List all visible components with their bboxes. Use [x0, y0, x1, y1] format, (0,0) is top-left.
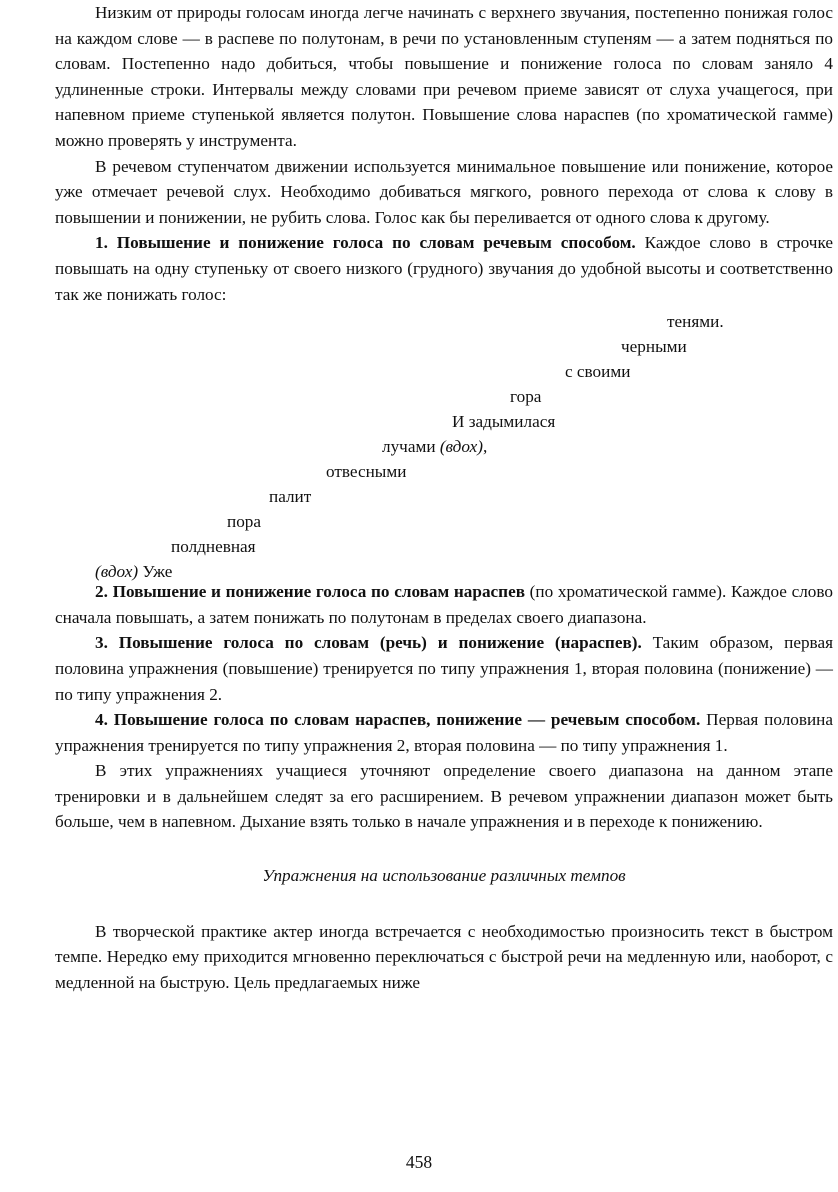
ladder-word-3: с своими: [565, 362, 631, 382]
ladder-word-6-breath-note: (вдох): [439, 437, 483, 457]
paragraph-low-voices: Низким от природы голосам иногда легче начинать с верхнего звучания, постепенно понижая голос на каждом слове — в распеве по полутонам, в речи по установленным ступеням — а затем подняться по словам. Постепенно надо добиться, чтобы повышение и понижение голоса по словам заняло 4 удлиненные строки. Интервалы между словами при речевом приеме зависят от слуха учащегося, при напевном приеме ступенькой является полутон. Повышение слова нараспев (по хроматической гамме) можно проверять у инструмента.: [55, 3, 833, 150]
ladder-word-2: черными: [621, 337, 687, 357]
ladder-word-11: [95, 559, 172, 585]
paragraph-stepped-movement: В речевом ступенчатом движении используется минимальное повышение или понижение, которое уже отмечает речевой слух. Необходимо добиваться мягкого, ровного перехода от слова к слову в повышении и понижении, не рубить слова. Голос как бы переливается от одного слова к другому.: [55, 156, 833, 227]
exercise-4: [55, 707, 833, 758]
exercise-2: [55, 579, 833, 630]
exercise-1-text: Каждое слово в строчке повышать на одну ступеньку от своего низкого (грудного) звучания до удобной высоты и соответственно так же понижать голос:: [55, 233, 834, 304]
section-subheading: Упражнения на использование различных темпов: [262, 866, 626, 886]
exercise-1: [55, 230, 833, 307]
ladder-word-1: тенями.: [667, 312, 724, 332]
exercise-2-text: (по хроматической гамме). Каждое слово сначала повышать, а затем понижать по полутонам в пределах своего диапазона.: [55, 582, 833, 627]
ladder-word-6-punct: ,: [482, 437, 488, 457]
ladder-word-11-breath-note: (вдох): [95, 562, 139, 582]
ladder-word-7: отвесными: [326, 462, 407, 482]
ladder-word-10: полдневная: [171, 537, 256, 557]
exercise-2-title: 2. Повышение и понижение голоса по словам нараспев: [95, 582, 525, 602]
ladder-word-6: [382, 434, 487, 460]
page-body: [55, 0, 833, 995]
exercise-3: [55, 630, 833, 707]
page-number: 458: [405, 1152, 433, 1172]
exercise-1-title: 1. Повышение и понижение голоса по словам речевым способом.: [95, 233, 636, 253]
paragraph-tempo: В творческой практике актер иногда встречается с необходимостью произносить текст в быстром темпе. Нередко ему приходится мгновенно переключаться с быстрой речи на медленную или, наоборот, с медленной на быструю. Цель предлагаемых ниже: [55, 921, 833, 992]
exercise-3-title: 3. Повышение голоса по словам (речь) и понижение (нараспев).: [95, 633, 642, 653]
exercise-4-text: Первая половина упражнения тренируется по типу упражнения 2, вторая половина — по типу упражнения 1.: [55, 710, 834, 755]
word-ladder: [55, 307, 833, 582]
exercise-3-text: Таким образом, первая половина упражнения (повышение) тренируется по типу упражнения 1, вторая половина (понижение) — по типу упражнения 2.: [55, 633, 833, 704]
ladder-word-5: И задымилася: [452, 412, 556, 432]
ladder-word-8: палит: [269, 487, 312, 507]
exercise-4-title: 4. Повышение голоса по словам нараспев, понижение — речевым способом.: [95, 710, 701, 730]
ladder-word-9: пора: [227, 512, 262, 532]
ladder-word-4: гора: [510, 387, 542, 407]
ladder-word-6-text: лучами: [382, 437, 436, 457]
ladder-word-11-text: Уже: [138, 562, 173, 582]
paragraph-range-notes: В этих упражнениях учащиеся уточняют определение своего диапазона на данном этапе тренировки и в дальнейшем следят за его расширением. В речевом упражнении диапазон может быть больше, чем в напевном. Дыхание взять только в начале упражнения и в переходе к понижению.: [55, 761, 833, 832]
